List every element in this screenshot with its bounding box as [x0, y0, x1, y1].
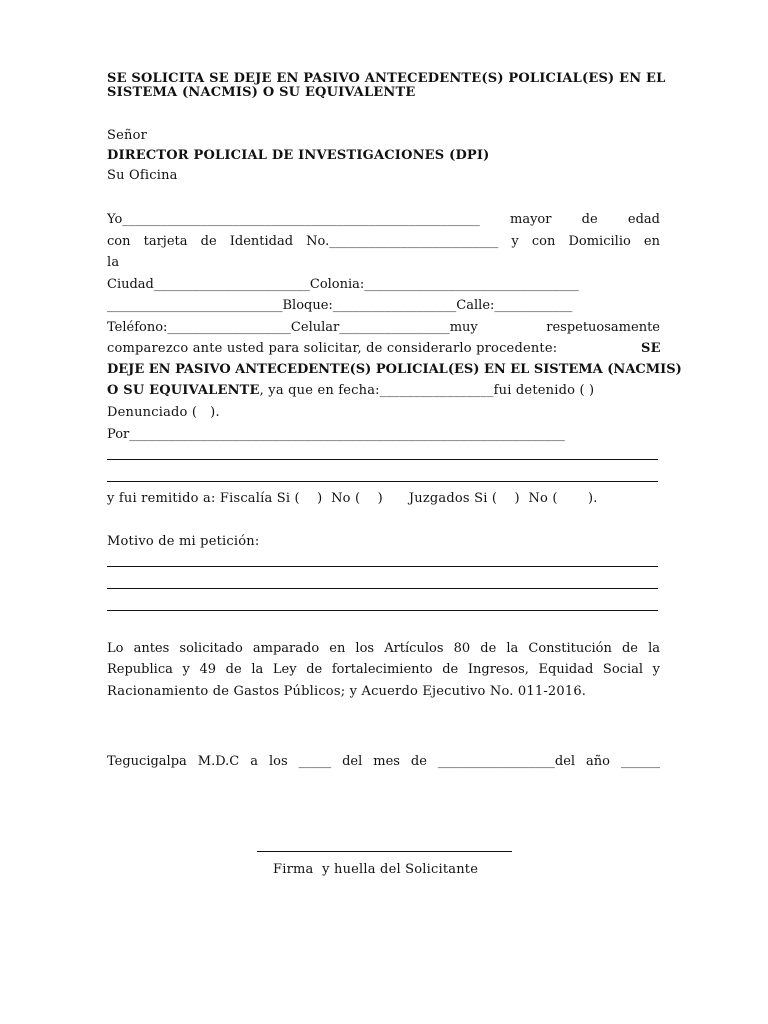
body-line-phone: Teléfono:___________________Celular_________________muy respetuosamente [107, 320, 660, 335]
blank-line [107, 588, 658, 589]
legal-line-1: Lo antes solicitado amparado en los Artículos 80 de la Constitución de la [107, 641, 660, 656]
body-line-date-rest: , ya que en fecha:_________________fui detenido ( ) [259, 383, 595, 398]
blank-line [107, 481, 658, 482]
legal-line-3: Racionamiento de Gastos Públicos; y Acuerdo Ejecutivo No. 011-2016. [107, 684, 587, 699]
blank-line [107, 459, 658, 460]
blank-line [107, 610, 658, 611]
date-line: Tegucigalpa M.D.C a los _____ del mes de __________________del año ______ [107, 754, 660, 769]
body-line-la: la [107, 255, 120, 270]
body-line-por: Por___________________________________________________________________ [107, 427, 565, 442]
signature-line [257, 851, 512, 852]
body-line-date [107, 382, 594, 400]
blank-line [107, 566, 658, 567]
body-line-city: Ciudad________________________Colonia:_________________________________ [107, 277, 579, 292]
salutation: Señor [107, 128, 148, 143]
motive-label: Motivo de mi petición: [107, 534, 260, 549]
body-line-request: DEJE EN PASIVO ANTECEDENTE(S) POLICIAL(ES) EN EL SISTEMA (NACMIS) [107, 362, 682, 377]
body-line-id: con tarjeta de Identidad No.__________________________ y con Domicilio en [107, 234, 660, 249]
body-line-appear-bold: SE [641, 341, 661, 356]
document-title-line-2: SISTEMA (NACMIS) O SU EQUIVALENTE [107, 85, 416, 100]
body-line-denounced: Denunciado ( ). [107, 405, 220, 420]
signature-label: Firma y huella del Solicitante [273, 862, 479, 877]
recipient: DIRECTOR POLICIAL DE INVESTIGACIONES (DPI) [107, 148, 490, 163]
document-title-line-1: SE SOLICITA SE DEJE EN PASIVO ANTECEDENTE(S) POLICIAL(ES) EN EL [107, 71, 666, 86]
body-line-remitted: y fui remitido a: Fiscalía Si ( ) No ( ) Juzgados Si ( ) No ( ). [107, 491, 598, 506]
legal-line-2: Republica y 49 de la Ley de fortalecimiento de Ingresos, Equidad Social y [107, 662, 660, 677]
recipient-office: Su Oficina [107, 168, 178, 183]
body-line-date-bold: O SU EQUIVALENTE [107, 383, 260, 398]
body-line-block: ___________________________Bloque:___________________Calle:____________ [107, 298, 573, 313]
body-line-name: Yo_______________________________________________________ mayor de edad [107, 212, 660, 227]
body-line-appear: comparezco ante usted para solicitar, de considerarlo procedente: [107, 341, 558, 356]
